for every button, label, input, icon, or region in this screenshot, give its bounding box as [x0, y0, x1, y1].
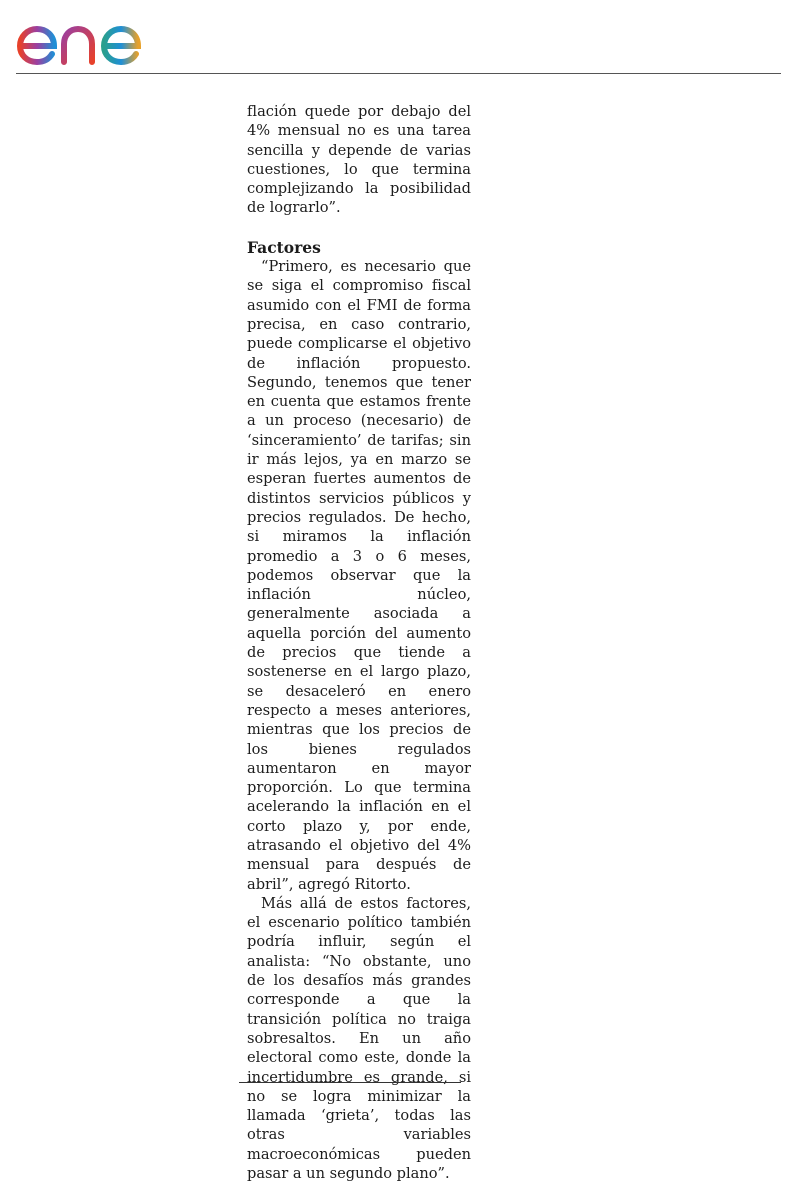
header-divider [16, 73, 781, 74]
footer-divider [239, 1082, 461, 1083]
section-heading: Factores [247, 237, 321, 257]
paragraph-continued: flación quede por debajo del 4% mensual no es una tarea sencilla y depende de varias cuestiones, lo que termina complejizando la posibilidad de lograrlo”. [247, 103, 471, 217]
paragraph-politico: Más allá de estos factores, el escenario político también podría influir, según el analista: “No obstante, uno de los desafíos más grandes corresponde a que la transición política no traiga sobresaltos. En un año electoral como este, donde la incertidumbre es grande, si no se logra minimizar la llamada ‘grieta’, todas las otras variables macroeconómicas pueden pasar a un segundo plano”. [247, 894, 471, 1183]
paragraph-factores: “Primero, es necesario que se siga el compromiso fiscal asumido con el FMI de forma precisa, en caso contrario, puede complicarse el objetivo de inflación propuesto. Segundo, tenemos que tener en cuenta que estamos frente a un proceso (necesario) de ‘sinceramiento’ de tarifas; sin ir más lejos, ya en marzo se esperan fuertes aumentos de distintos servicios públicos y precios regulados. De hecho, si miramos la inflación promedio a 3 o 6 meses, podemos observar que la inflación núcleo, generalmente asociada a aquella porción del aumento de precios que tiende a sostenerse en el largo plazo, se desaceleró en enero respecto a meses anteriores, mientras que los precios de los bienes regulados aumentaron en mayor proporción. Lo que termina acelerando la inflación en el corto plazo y, por ende, atrasando el objetivo del 4% mensual para después de abril”, agregó Ritorto. [247, 258, 471, 893]
article-column [247, 102, 471, 1183]
enel-logo [14, 14, 174, 66]
